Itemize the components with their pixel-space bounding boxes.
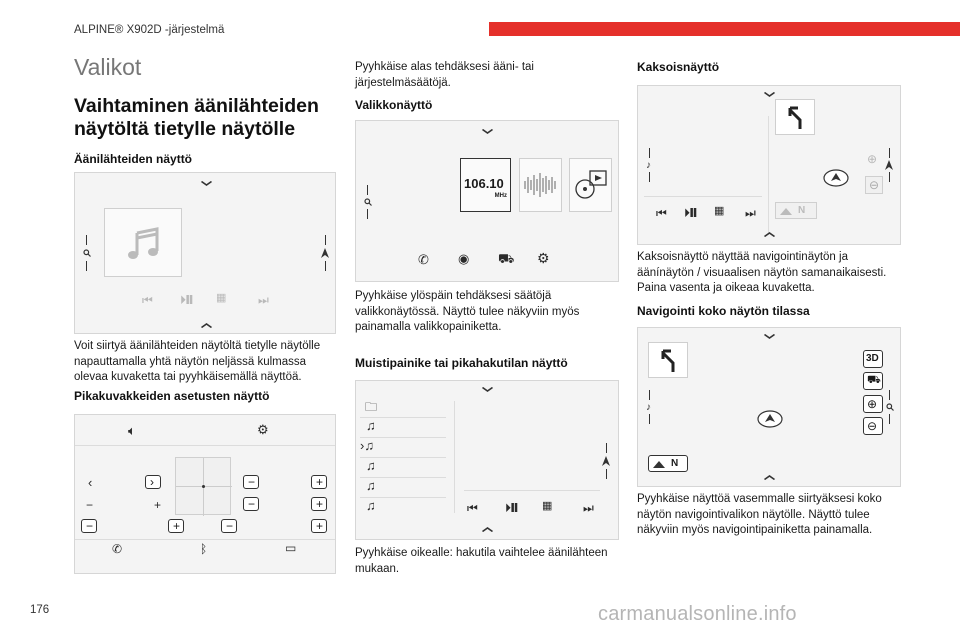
minus-button: −: [221, 519, 237, 533]
equalizer-icon: ▦: [542, 500, 553, 512]
zoom-in-icon: ⊕: [867, 152, 878, 166]
paragraph-quick-search: Pyyhkäise oikealle: hakutila vaihtelee äänilähteen mukaan.: [355, 547, 608, 575]
subheading-memory-screen: Muistipainike tai pikahakutilan näyttö: [355, 356, 568, 370]
header-accent-bar: [489, 22, 960, 36]
navigation-arrow-icon: [321, 248, 329, 258]
equalizer-icon: ▦: [714, 205, 725, 217]
compass-label: N: [798, 205, 806, 216]
minus-button: −: [243, 475, 259, 489]
waveform-tile: [519, 158, 562, 212]
selected-music-note-icon: ›♫: [360, 438, 375, 453]
audio-settings-icon: ⚙: [257, 422, 269, 437]
fullscreen-navigation-illustration: [637, 327, 901, 487]
navigation-arrow-icon: [602, 456, 610, 466]
music-note-icon: [125, 225, 161, 261]
chevron-up-icon: [764, 232, 775, 237]
music-note-icon: ♫: [366, 458, 376, 473]
turn-arrow-icon: [659, 349, 679, 373]
radio-unit: MHz: [494, 193, 507, 199]
search-icon: [83, 249, 91, 257]
chevron-up-icon: [764, 475, 775, 480]
3d-label: 3D: [866, 353, 879, 364]
music-note-icon: ♪: [646, 160, 651, 171]
paragraph-swipe-down: Pyyhkäise alas tehdäksesi ääni- tai järjestelmäsäätöjä.: [355, 61, 534, 89]
vehicle-position-icon: [823, 169, 849, 187]
shortcut-settings-screen-illustration: [74, 414, 336, 574]
navigation-arrow-icon: [885, 160, 893, 170]
search-icon: [886, 403, 894, 411]
right-handle: [325, 235, 326, 245]
radio-tile: [460, 158, 511, 212]
audio-source-screen-illustration: [74, 172, 336, 334]
direction-arrow-icon: [780, 208, 792, 215]
subheading-audio-screen: Äänilähteiden näyttö: [74, 152, 193, 166]
left-handle-lower: [86, 261, 87, 271]
menu-screen-illustration: [355, 120, 619, 282]
chevron-down-icon: [201, 181, 212, 186]
subheading-fullscreen-nav: Navigointi koko näytön tilassa: [637, 304, 810, 318]
traffic-button: [863, 372, 883, 390]
direction-arrow-icon: [653, 461, 665, 468]
music-note-icon: ♫: [366, 478, 376, 493]
header-title: ALPINE® X902D -järjestelmä: [74, 24, 225, 36]
subheading-shortcut-settings: Pikakuvakkeiden asetusten näyttö: [74, 389, 270, 403]
waveform-icon: [523, 171, 559, 199]
plus-button: +: [311, 497, 327, 511]
navigation-icon: ◉: [458, 251, 470, 266]
chevron-down-icon: [764, 92, 775, 97]
minus-button: −: [81, 519, 97, 533]
chevron-up-icon: [482, 527, 493, 532]
chevron-down-icon: [482, 387, 493, 392]
arrow-right-button: ›: [145, 475, 161, 489]
zoom-out-box: [865, 176, 883, 194]
play-pause-icon: ⏵❙❙: [684, 206, 697, 220]
plus-button: +: [311, 519, 327, 533]
watermark: carmanualsonline.info: [598, 603, 797, 625]
paragraph-menu-screen: Pyyhkäise ylöspäin tehdäksesi säätöjä valikkonäytössä. Näyttö tulee näkyviin myös painamalla valikkopainiketta.: [355, 290, 580, 333]
music-note-icon: ♫: [366, 498, 376, 513]
next-track-icon: ⏭: [258, 293, 269, 307]
radio-frequency: 106.10: [464, 176, 504, 191]
3d-view-button: [863, 350, 883, 368]
plus-icon: +: [154, 498, 162, 512]
music-note-icon: ♪: [646, 402, 651, 413]
quick-search-screen-illustration: [355, 380, 619, 540]
bluetooth-icon: ᛒ: [200, 542, 208, 556]
dual-screen-illustration: [637, 85, 901, 245]
phone-icon: ✆: [418, 252, 429, 267]
volume-icon: 🔈︎: [128, 423, 136, 438]
folder-icon: 🗀︎: [365, 400, 378, 414]
chevron-down-icon: [764, 334, 775, 339]
paragraph-dual-screen: Kaksoisnäyttö näyttää navigointinäytön ja äänínäytön / visuaalisen näytön samanaikaisesti. Paina vasenta ja oikeaa kuvaketta.: [637, 251, 887, 294]
chevron-up-icon: [201, 323, 212, 328]
section-heading: Vaihtaminen äänilähteiden näytöltä tietylle näytölle: [74, 95, 319, 140]
next-track-icon: ⏭: [583, 501, 594, 515]
gear-icon: ⚙: [537, 250, 550, 266]
page-number: 176: [30, 604, 50, 616]
minus-icon: −: [86, 498, 94, 512]
arrow-left-icon: ‹: [88, 475, 93, 490]
subheading-menu-screen: Valikkonäyttö: [355, 98, 433, 112]
paragraph-audio-screen: Voit siirtyä äänilähteiden näytöltä tietylle näytölle napauttamalla yhtä näytön neljässä kulmassa olevaa kuvaketta tai pyyhkäisemällä näyttöä.: [74, 340, 321, 383]
right-handle-lower: [325, 261, 326, 271]
previous-track-icon: ⏮: [656, 206, 667, 220]
plus-button: +: [168, 519, 184, 533]
previous-track-icon: ⏮: [142, 293, 153, 307]
play-pause-icon: ⏵❙❙: [505, 501, 518, 515]
screen-icon: ▭: [285, 541, 297, 555]
album-art-placeholder: [104, 208, 182, 277]
plus-button: +: [311, 475, 327, 489]
car-icon: ⛟: [867, 374, 881, 386]
paragraph-fullscreen-nav: Pyyhkäise näyttöä vasemmalle siirtyäksesi koko näytön navigointivalikon näytölle. Näyttö tulee näkyviin myös navigointipainiketta painamalla.: [637, 493, 882, 536]
phone-icon: ✆: [112, 542, 123, 556]
media-tile: [569, 158, 612, 212]
minus-button: −: [243, 497, 259, 511]
compass-box: [775, 202, 817, 219]
zoom-out-icon: ⊖: [867, 419, 878, 433]
search-icon: [364, 198, 372, 206]
zoom-out-icon: ⊖: [869, 178, 880, 192]
compass-box: [648, 455, 688, 472]
zoom-out-button: [863, 417, 883, 435]
play-pause-icon: ⏵❙❙: [180, 293, 193, 307]
turn-instruction-box: [648, 342, 688, 378]
vehicle-position-icon: [757, 410, 783, 428]
disc-icon: [574, 169, 608, 201]
car-icon: ⛟: [498, 251, 515, 266]
next-track-icon: ⏭: [745, 206, 756, 220]
equalizer-icon: ▦: [216, 292, 227, 304]
previous-track-icon: ⏮: [467, 501, 478, 515]
chevron-down-icon: [482, 129, 493, 134]
turn-arrow-icon: [786, 106, 806, 130]
zoom-in-icon: ⊕: [867, 397, 878, 411]
compass-label: N: [671, 458, 679, 469]
car-seat-diagram: [175, 457, 231, 515]
zoom-in-button: [863, 395, 883, 413]
music-note-icon: ♫: [366, 418, 376, 433]
page-title: Valikot: [74, 54, 142, 80]
subheading-dual-screen: Kaksoisnäyttö: [637, 60, 720, 74]
left-handle: [86, 235, 87, 245]
turn-instruction-box: [775, 99, 815, 135]
